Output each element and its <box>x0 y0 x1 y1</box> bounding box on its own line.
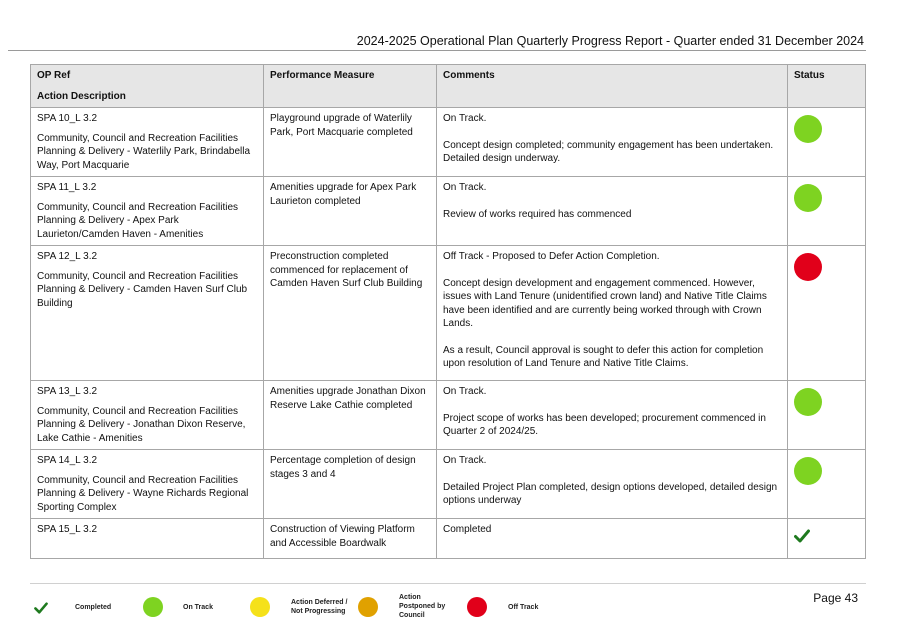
status-cell <box>788 177 866 246</box>
page-number: Page 43 <box>813 591 858 605</box>
legend-label-on-track: On Track <box>183 604 213 611</box>
on-track-status-icon <box>794 115 822 143</box>
performance-measure: Playground upgrade of Waterlily Park, Port Macquarie completed <box>264 108 437 177</box>
column-header-status: Status <box>788 65 866 108</box>
action-description: Community, Council and Recreation Facilities Planning & Delivery - Waterlily Park, Brindabella Way, Port Macquarie <box>37 132 251 171</box>
legend-label-postponed-line2: Postponed by <box>399 603 446 611</box>
performance-measure: Construction of Viewing Platform and Accessible Boardwalk <box>264 519 437 559</box>
legend-label-postponed-line1: Action <box>399 594 421 601</box>
performance-measure: Amenities upgrade Jonathan Dixon Reserve Lake Cathie completed <box>264 381 437 450</box>
column-label-op-ref: OP Ref <box>37 70 71 81</box>
action-description: Community, Council and Recreation Facilities Planning & Delivery - Wayne Richards Regional Sporting Complex <box>37 474 249 513</box>
on-track-legend-icon <box>143 597 163 617</box>
op-ref-cell <box>31 381 264 450</box>
comments-cell <box>437 108 788 177</box>
comment-line: On Track. <box>443 386 487 397</box>
performance-measure: Percentage completion of design stages 3 and 4 <box>264 450 437 519</box>
checkmark-icon <box>794 529 810 548</box>
postponed-legend-icon <box>358 597 378 617</box>
comment-line: Off Track - Proposed to Defer Action Completion. <box>443 251 660 262</box>
on-track-status-icon <box>794 457 822 485</box>
op-ref: SPA 11_L 3.2 <box>37 182 97 193</box>
table-row <box>31 246 866 381</box>
comments-cell <box>437 519 788 559</box>
comments-cell <box>437 450 788 519</box>
comments-cell <box>437 381 788 450</box>
status-legend <box>0 588 908 628</box>
table-row <box>31 450 866 519</box>
comment-line: Detailed Project Plan completed, design options developed, detailed design options underway <box>443 481 778 506</box>
legend-label-deferred-line2: Not Progressing <box>291 608 346 616</box>
comment-line: On Track. <box>443 182 487 193</box>
op-ref: SPA 13_L 3.2 <box>37 386 98 397</box>
legend-label-postponed-line3: Council <box>399 612 425 620</box>
progress-table <box>30 64 866 559</box>
checkmark-icon <box>34 601 48 619</box>
column-header-comments: Comments <box>437 65 788 108</box>
table-row <box>31 108 866 177</box>
header-divider <box>8 50 866 51</box>
comment-line: Concept design completed; community engagement has been undertaken. Detailed design underway. <box>443 139 774 164</box>
table-row <box>31 519 866 559</box>
status-cell <box>788 108 866 177</box>
legend-label-completed: Completed <box>75 604 112 611</box>
op-ref-cell <box>31 108 264 177</box>
legend-label-deferred <box>291 598 347 616</box>
performance-measure: Preconstruction completed commenced for replacement of Camden Haven Surf Club Building <box>264 246 437 381</box>
op-ref: SPA 10_L 3.2 <box>37 113 98 124</box>
on-track-status-icon <box>794 184 822 212</box>
table-header-row <box>31 65 866 108</box>
comment-line: As a result, Council approval is sought to defer this action for completion upon resolution of Land Tenure and Native Title Claims. <box>443 344 764 369</box>
off-track-status-icon <box>794 253 822 281</box>
column-header-performance-measure: Performance Measure <box>264 65 437 108</box>
off-track-legend-icon <box>467 597 487 617</box>
op-ref: SPA 14_L 3.2 <box>37 455 98 466</box>
op-ref-cell <box>31 177 264 246</box>
comment-line: Concept design development and engagement commenced. However, issues with Land Tenure (unidentified crown land) and Native Title Claims have been identified and are currently being worked through with Crown Lands. <box>443 277 767 329</box>
op-ref: SPA 12_L 3.2 <box>37 251 98 262</box>
action-description: Community, Council and Recreation Facilities Planning & Delivery - Camden Haven Surf Club Building <box>37 270 248 309</box>
status-cell <box>788 246 866 381</box>
column-label-action-description: Action Description <box>37 90 126 102</box>
footer-divider <box>30 583 866 584</box>
column-header-op-ref <box>31 65 264 108</box>
table-row <box>31 177 866 246</box>
report-title: 2024-2025 Operational Plan Quarterly Progress Report - Quarter ended 31 December 2024 <box>356 34 864 48</box>
comment-line: Project scope of works has been developed; procurement commenced in Quarter 2 of 2024/25. <box>443 412 766 437</box>
legend-label-deferred-line1: Action Deferred / <box>291 599 348 606</box>
legend-label-postponed <box>399 593 445 620</box>
status-cell <box>788 519 866 559</box>
on-track-status-icon <box>794 388 822 416</box>
comment-line: On Track. <box>443 113 487 124</box>
comment-line: On Track. <box>443 455 487 466</box>
comment-line: Review of works required has commenced <box>443 208 632 220</box>
action-description: Community, Council and Recreation Facilities Planning & Delivery - Jonathan Dixon Reserve, Lake Cathie - Amenities <box>37 405 246 444</box>
action-description: Community, Council and Recreation Facilities Planning & Delivery - Apex Park Laurieton/Camden Haven - Amenities <box>37 201 239 240</box>
op-ref-cell <box>31 519 264 559</box>
op-ref-cell <box>31 246 264 381</box>
status-cell <box>788 381 866 450</box>
comments-cell <box>437 177 788 246</box>
table-row <box>31 381 866 450</box>
performance-measure: Amenities upgrade for Apex Park Laurieton completed <box>264 177 437 246</box>
status-cell <box>788 450 866 519</box>
legend-label-off-track: Off Track <box>508 604 539 611</box>
op-ref: SPA 15_L 3.2 <box>37 524 98 535</box>
comment-line: Completed <box>443 524 492 535</box>
op-ref-cell <box>31 450 264 519</box>
comments-cell <box>437 246 788 381</box>
deferred-legend-icon <box>250 597 270 617</box>
